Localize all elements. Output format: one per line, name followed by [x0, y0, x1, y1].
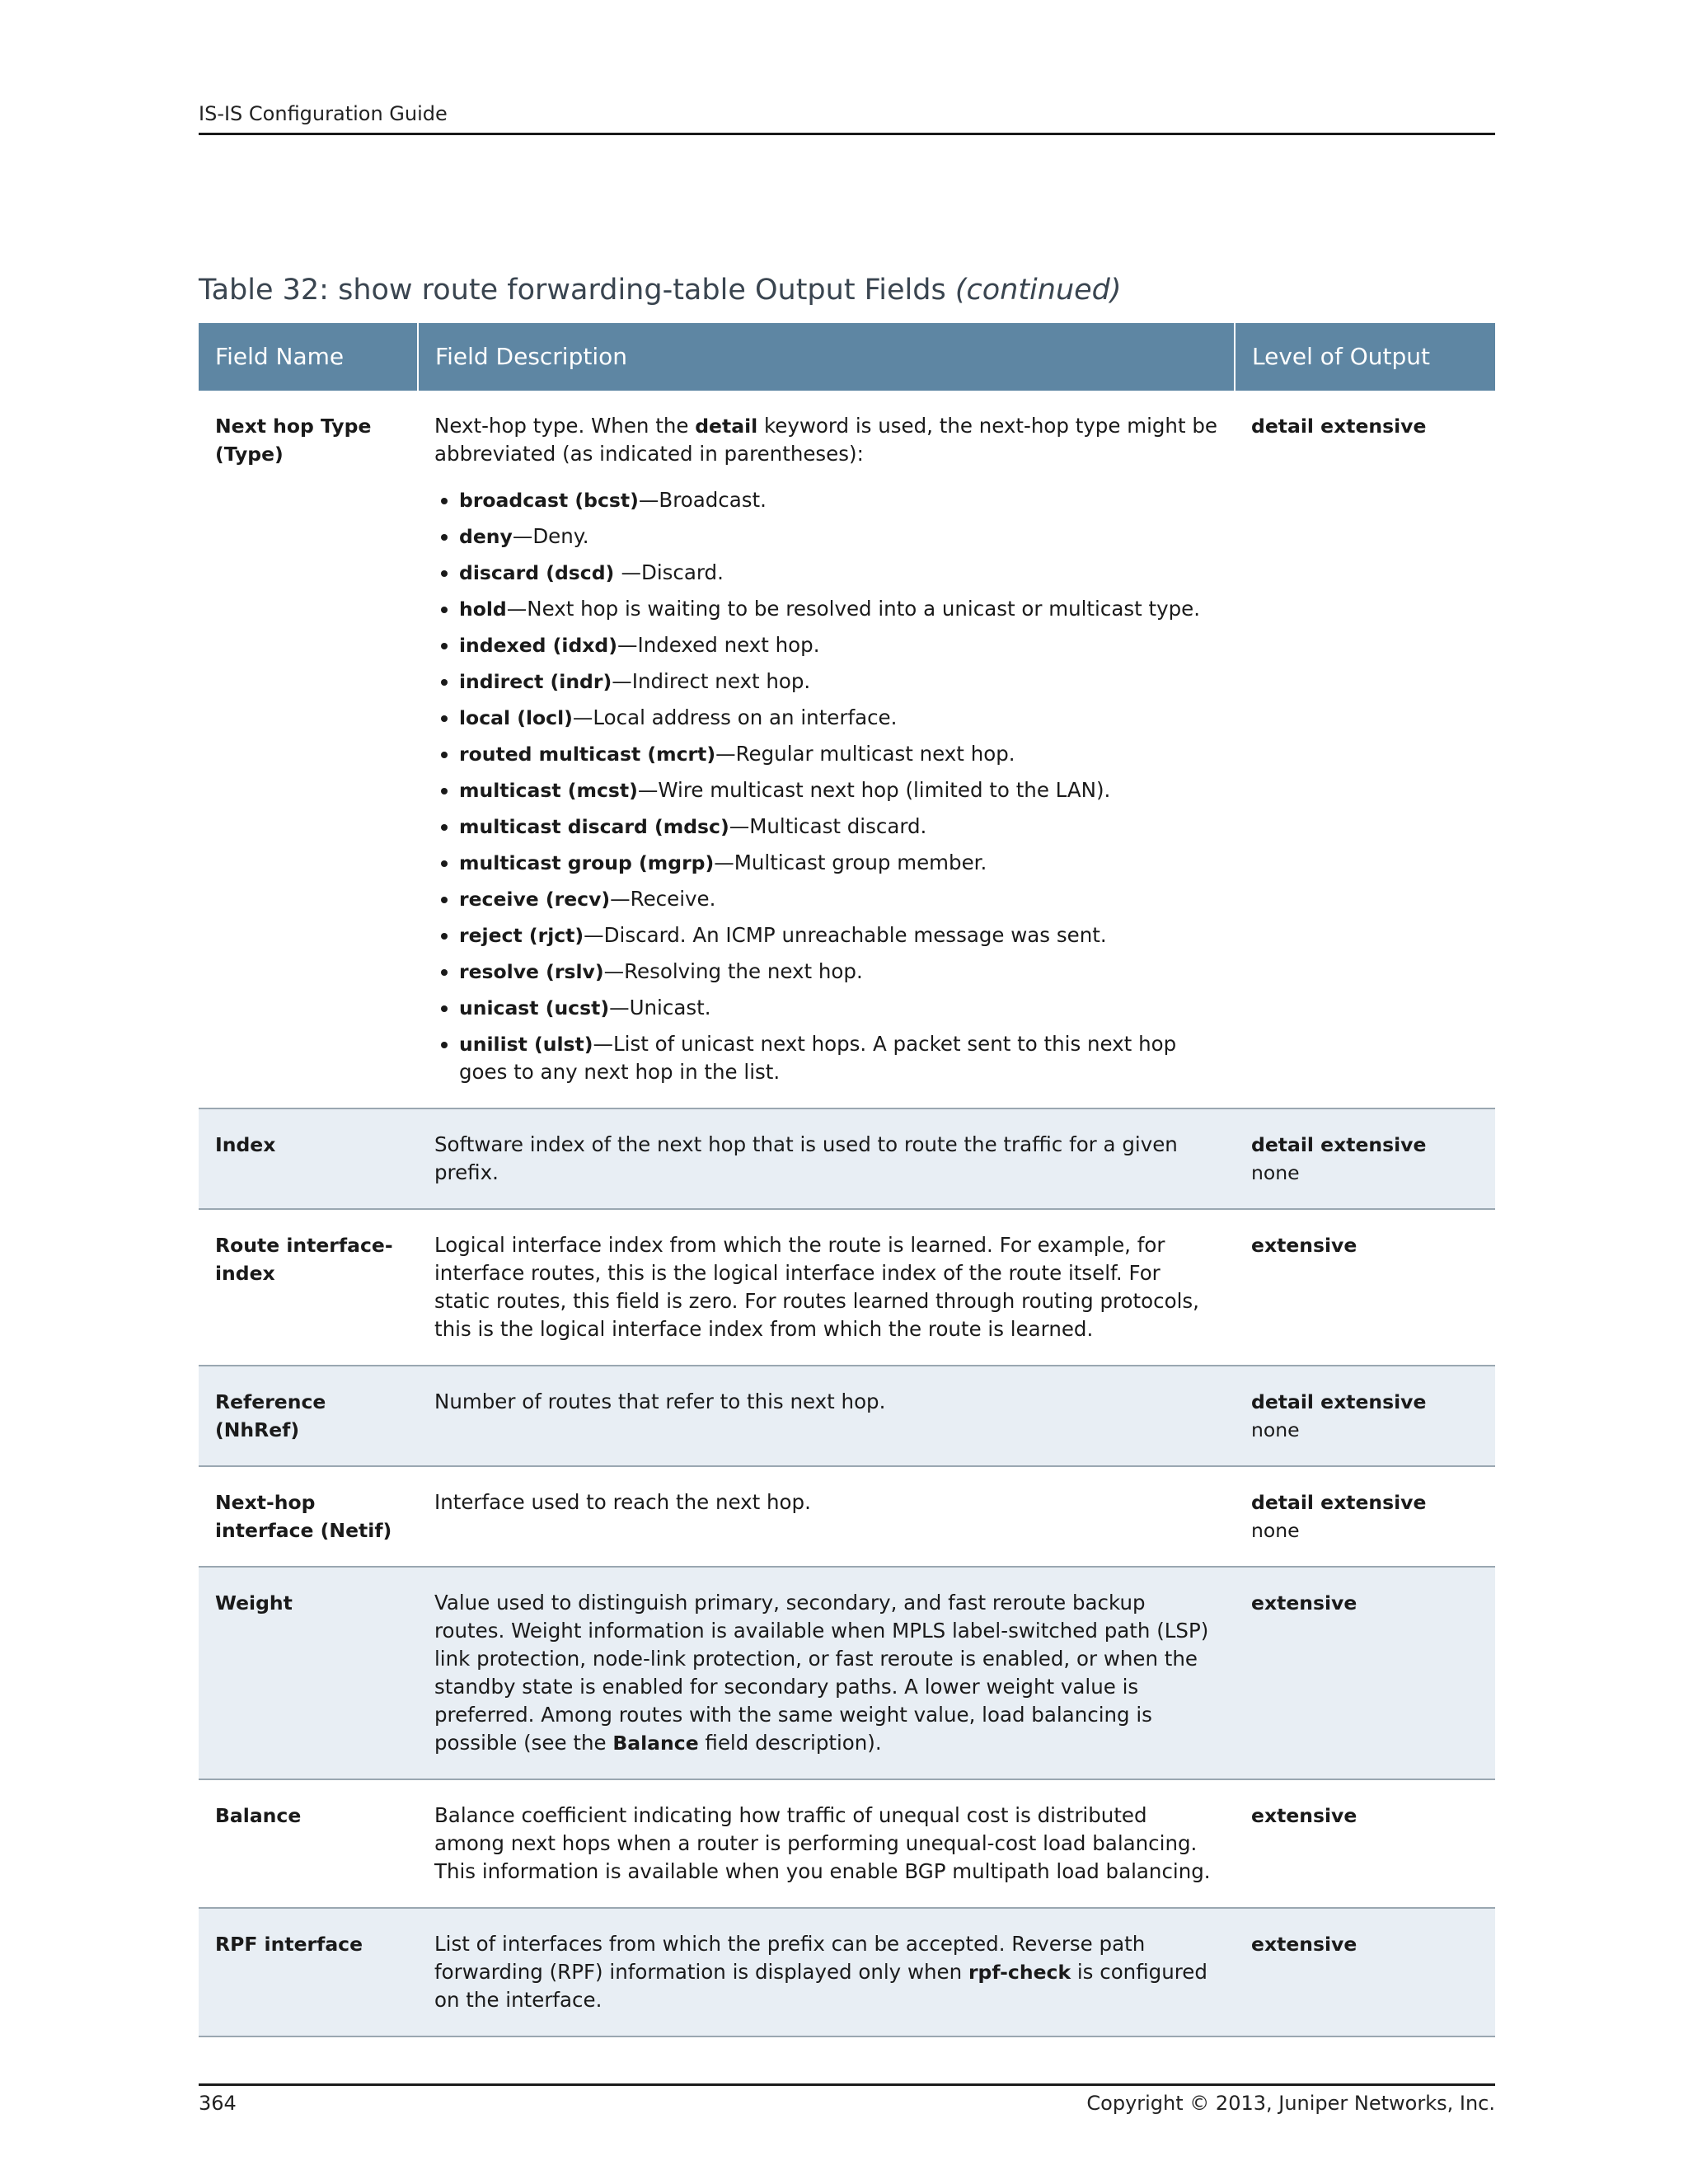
level-keywords: extensive: [1251, 1234, 1357, 1257]
list-item-term: discard (dscd): [459, 561, 621, 584]
list-item-term: local (locl): [459, 706, 573, 729]
list-item-term: indexed (idxd): [459, 634, 617, 657]
level-of-output-cell: [1235, 1779, 1495, 1908]
running-header: IS-IS Configuration Guide: [199, 102, 448, 125]
column-header-level-of-output: Level of Output: [1235, 323, 1495, 391]
list-item-term: multicast discard (mdsc): [459, 815, 729, 838]
description-text: Value used to distinguish primary, secondary, and fast reroute backup routes. Weight information is available when MPLS label-switched path (LSP) link protection, node-link protection, or fast reroute is enabled, or when the standby state is enabled for secondary paths. A lower weight value is preferred. Among routes with the same weight value, load balancing is possible (see the: [434, 1591, 1209, 1755]
list-item-term: indirect (indr): [459, 670, 612, 693]
table-title-continued: (continued): [954, 274, 1122, 307]
list-item-text: —Receive.: [610, 887, 716, 911]
field-name: Weight: [215, 1591, 293, 1615]
list-item: [459, 740, 1218, 768]
list-item-text: —Multicast group member.: [714, 851, 987, 874]
list-item-text: —Deny.: [512, 524, 589, 548]
list-item: [459, 559, 1218, 587]
list-item: [459, 631, 1218, 659]
list-item: [459, 813, 1218, 841]
field-description-cell: [418, 1108, 1235, 1209]
field-description-cell: [418, 1209, 1235, 1366]
output-fields-table: [199, 323, 1495, 2037]
level-keywords: detail extensive: [1251, 1491, 1427, 1514]
description-keyword: Balance: [612, 1732, 699, 1755]
list-item: [459, 1030, 1218, 1086]
field-name-cell: [199, 391, 418, 1108]
level-keywords: detail extensive: [1251, 1133, 1427, 1156]
table-header-row: [199, 323, 1495, 391]
level-of-output-cell: [1235, 1209, 1495, 1366]
list-item-text: —Broadcast.: [638, 488, 767, 512]
page-number: 364: [199, 2092, 237, 2115]
field-name-cell: [199, 1567, 418, 1779]
field-description-cell: [418, 1366, 1235, 1466]
level-keywords: extensive: [1251, 1804, 1357, 1827]
list-item: [459, 595, 1218, 623]
list-item-term: hold: [459, 598, 507, 621]
field-name-cell: [199, 1466, 418, 1567]
description-text: keyword is used, the next-hop type might be abbreviated (as indicated in parentheses):: [434, 414, 1217, 466]
list-item-term: unilist (ulst): [459, 1033, 593, 1056]
field-name: Balance: [215, 1804, 302, 1827]
description-text: is configured on the interface.: [434, 1960, 1207, 2012]
list-item-text: —Indirect next hop.: [612, 669, 811, 693]
description-text: field description).: [698, 1731, 882, 1755]
list-item-text: —Local address on an interface.: [572, 705, 898, 729]
list-item: [459, 776, 1218, 804]
list-item-term: receive (recv): [459, 888, 611, 911]
field-description: Logical interface index from which the route is learned. For example, for interface routes, this is the logical interface index of the route itself. For static routes, this field is zero. For routes learned through routing protocols, this is the logical interface index from which the route is learned.: [434, 1233, 1199, 1341]
footer-rule: [199, 2083, 1495, 2086]
table-row: [199, 1567, 1495, 1779]
list-item-text: —Multicast discard.: [729, 814, 927, 838]
field-description: [434, 412, 1218, 468]
field-description-cell: [418, 391, 1235, 1108]
list-item-text: —Indexed next hop.: [617, 633, 820, 657]
list-item: [459, 958, 1218, 986]
header-rule: [199, 133, 1495, 135]
level-plain: none: [1251, 1418, 1300, 1441]
field-description-cell: [418, 1779, 1235, 1908]
table-row: [199, 391, 1495, 1108]
column-header-field-name: Field Name: [199, 323, 418, 391]
level-of-output-cell: [1235, 1366, 1495, 1466]
list-item-text: —Unicast.: [609, 996, 711, 1019]
table-row: [199, 1779, 1495, 1908]
list-item-term: reject (rjct): [459, 924, 584, 947]
copyright-notice: Copyright © 2013, Juniper Networks, Inc.: [1086, 2092, 1495, 2115]
field-name: RPF interface: [215, 1933, 363, 1956]
field-name: Index: [215, 1133, 276, 1156]
field-name: Route interface-index: [215, 1234, 393, 1285]
list-item-term: broadcast (bcst): [459, 489, 639, 512]
level-plain: none: [1251, 1161, 1300, 1184]
list-item: [459, 994, 1218, 1022]
field-name: Next hop Type (Type): [215, 415, 372, 466]
list-item-text: —List of unicast next hops. A packet sent to this next hop goes to any next hop in the list.: [459, 1032, 1177, 1084]
description-text: Next-hop type. When the: [434, 414, 696, 438]
list-item: [459, 921, 1218, 949]
list-item: [459, 486, 1218, 514]
description-text: List of interfaces from which the prefix can be accepted. Reverse path forwarding (RPF) information is displayed only when: [434, 1932, 1146, 1984]
list-item: [459, 523, 1218, 551]
list-item-term: routed multicast (mcrt): [459, 743, 716, 766]
level-of-output-cell: [1235, 1567, 1495, 1779]
list-item: [459, 849, 1218, 877]
level-of-output-cell: [1235, 391, 1495, 1108]
field-name: Reference (NhRef): [215, 1390, 326, 1441]
field-description-cell: [418, 1466, 1235, 1567]
table-title: [199, 274, 1495, 307]
list-item-term: resolve (rslv): [459, 960, 604, 983]
field-name: Next-hop interface (Netif): [215, 1491, 392, 1542]
field-description: Software index of the next hop that is used to route the traffic for a given prefix.: [434, 1132, 1178, 1184]
field-description-cell: [418, 1908, 1235, 2036]
level-plain: none: [1251, 1519, 1300, 1542]
level-keywords: extensive: [1251, 1591, 1357, 1615]
list-item: [459, 704, 1218, 732]
table-row: [199, 1209, 1495, 1366]
level-keywords: detail extensive: [1251, 415, 1427, 438]
list-item-text: —Resolving the next hop.: [603, 959, 863, 983]
level-of-output-cell: [1235, 1908, 1495, 2036]
list-item: [459, 668, 1218, 696]
field-name-cell: [199, 1366, 418, 1466]
level-of-output-cell: [1235, 1466, 1495, 1567]
field-description: Balance coefficient indicating how traffic of unequal cost is distributed among next hops when a router is performing unequal-cost load balancing. This information is available when you enable BGP multipath load balancing.: [434, 1803, 1211, 1883]
field-name-cell: [199, 1108, 418, 1209]
description-keyword: rpf-check: [968, 1961, 1071, 1984]
table-title-text: Table 32: show route forwarding-table Output Fields: [199, 274, 946, 307]
list-item-text: —Wire multicast next hop (limited to the LAN).: [637, 778, 1111, 802]
list-item-term: deny: [459, 525, 513, 548]
field-name-cell: [199, 1779, 418, 1908]
field-description: Number of routes that refer to this next hop.: [434, 1390, 886, 1413]
description-keyword: detail: [695, 415, 758, 438]
list-item-text: —Discard.: [621, 560, 724, 584]
level-of-output-cell: [1235, 1108, 1495, 1209]
table-row: [199, 1366, 1495, 1466]
list-item-term: unicast (ucst): [459, 996, 610, 1019]
table-row: [199, 1908, 1495, 2036]
list-item-text: —Discard. An ICMP unreachable message was sent.: [584, 923, 1107, 947]
list-item-text: —Next hop is waiting to be resolved into a unicast or multicast type.: [506, 597, 1201, 621]
field-name-cell: [199, 1209, 418, 1366]
table-row: [199, 1108, 1495, 1209]
field-description: Interface used to reach the next hop.: [434, 1490, 811, 1514]
list-item-term: multicast (mcst): [459, 779, 638, 802]
next-hop-type-list: [434, 486, 1218, 1086]
list-item-text: —Regular multicast next hop.: [715, 742, 1015, 766]
list-item: [459, 885, 1218, 913]
table-row: [199, 1466, 1495, 1567]
field-name-cell: [199, 1908, 418, 2036]
level-keywords: detail extensive: [1251, 1390, 1427, 1413]
level-keywords: extensive: [1251, 1933, 1357, 1956]
list-item-term: multicast group (mgrp): [459, 851, 715, 874]
column-header-field-description: Field Description: [418, 323, 1235, 391]
field-description-cell: [418, 1567, 1235, 1779]
